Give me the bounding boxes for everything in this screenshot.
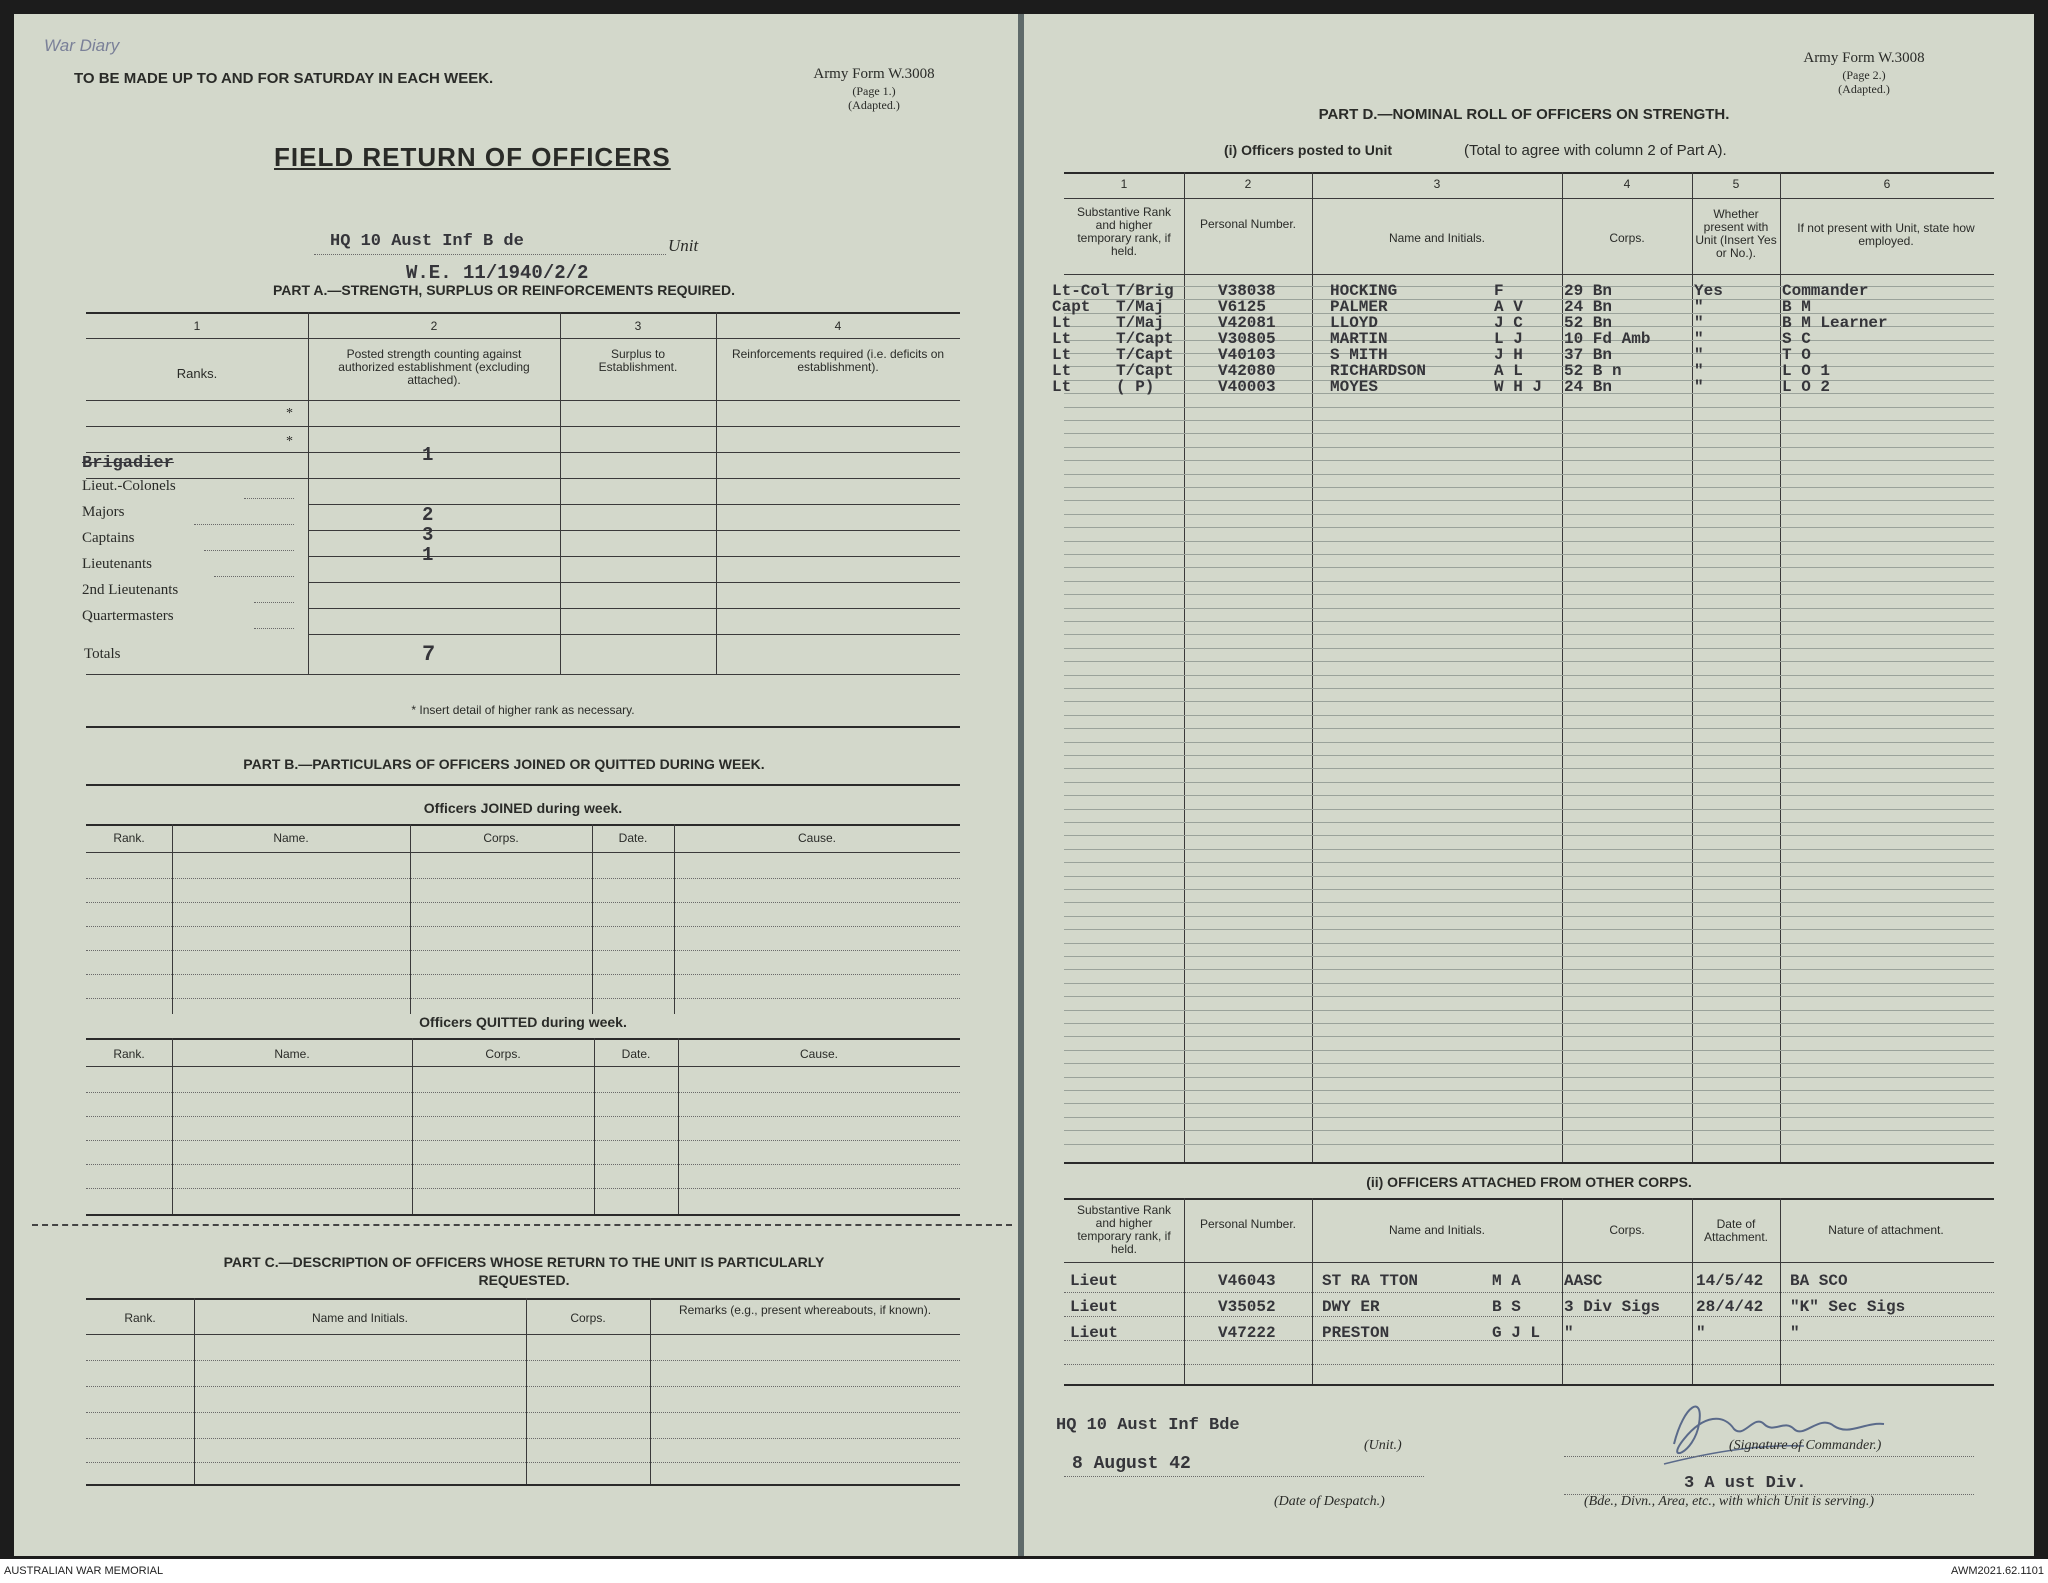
attached-nature: BA SCO [1790,1272,1848,1290]
footer-accession: AWM2021.62.1101 [1951,1565,2044,1577]
ruled-line [1064,487,1994,488]
quitted-col-corps: Corps. [485,1047,521,1061]
ruled-line [1064,474,1994,475]
posted-initials: A V [1494,298,1523,316]
posted-number: V6125 [1218,298,1267,316]
posted-present: Yes [1694,282,1723,300]
posted-temp: T/Capt [1116,330,1174,348]
d-header-employed: If not present with Unit, state how employed. [1797,221,1975,248]
ruled-line [1064,929,1994,930]
part-c-col-remarks: Remarks (e.g., present whereabouts, if known). [678,1303,932,1317]
posted-employed: Commander [1782,282,1869,300]
posted-name: MARTIN [1330,330,1388,348]
posted-subst: Lt [1052,346,1072,364]
attached-number: V46043 [1218,1272,1276,1290]
form-page: (Page 1.) [852,84,896,98]
attached-rank: Lieut [1070,1298,1119,1316]
d-header-rank: Substantive Rank and higher temporary rank, if held. [1076,205,1172,258]
ruled-line [1064,1023,1994,1024]
attached-rank: Lieut [1070,1272,1119,1290]
attached-corps: 3 Div Sigs [1564,1298,1661,1316]
posted-subst: Lt [1052,362,1072,380]
ruled-line [1064,742,1994,743]
posted-number: V40103 [1218,346,1276,364]
quitted-title: Officers QUITTED during week. [86,1014,960,1030]
ruled-line [1064,1103,1994,1104]
posted-employed: B M [1782,298,1811,316]
posted-present: " [1694,330,1704,348]
ruled-line [1064,809,1994,810]
joined-title: Officers JOINED during week. [423,800,623,816]
joined-col-date: Date. [618,831,648,845]
ruled-line [1064,688,1994,689]
posted-initials: W H J [1494,378,1543,396]
ruled-line [1064,768,1994,769]
posted-present: " [1694,346,1704,364]
attached-date: 28/4/42 [1696,1298,1764,1316]
ruled-line [1064,876,1994,877]
commander-signature [1644,1384,1944,1474]
form-title: FIELD RETURN OF OFFICERS [274,142,671,172]
ruled-line [1064,675,1994,676]
posted-number: V42080 [1218,362,1276,380]
posted-subst: Lt [1052,378,1072,396]
despatch-date-value: 8 August 42 [1072,1454,1191,1474]
ruled-line [1064,581,1994,582]
posted-number: V40003 [1218,378,1276,396]
attached-nature: " [1790,1324,1800,1342]
attached-initials: B S [1492,1298,1521,1316]
part-d-title: PART D.—NOMINAL ROLL OF OFFICERS ON STRENGTH. [1318,106,1730,123]
posted-note: (Total to agree with column 2 of Part A). [1464,142,1727,159]
ruled-line [1064,889,1994,890]
posted-present: " [1694,298,1704,316]
ruled-line [1064,407,1994,408]
handwritten-note: War Diary [44,36,120,55]
quitted-col-rank: Rank. [113,1047,145,1061]
d-colnum-3: 3 [1433,177,1441,191]
d-header-number: Personal Number. [1199,217,1297,231]
ruled-line [1064,500,1994,501]
ruled-line [1064,849,1994,850]
posted-subst: Capt [1052,298,1091,316]
attached-number: V35052 [1218,1298,1276,1316]
formation-label: (Bde., Divn., Area, etc., with which Unit is serving.) [1584,1494,1875,1509]
ruled-line [1064,594,1994,595]
posted-temp: T/Capt [1116,362,1174,380]
posted-name: MOYES [1330,378,1379,396]
attached-name: ST RA TTON [1322,1272,1419,1290]
form-page-2: (Page 2.) [1842,68,1886,82]
attached-initials: G J L [1492,1324,1541,1342]
attached-date: 14/5/42 [1696,1272,1764,1290]
posted-temp: ( P) [1116,378,1155,396]
ruled-line [1064,1036,1994,1037]
posted-initials: J C [1494,314,1523,332]
ruled-line [1064,1063,1994,1064]
posted-temp: T/Brig [1116,282,1174,300]
posted-present: " [1694,314,1704,332]
attached-corps: " [1564,1324,1574,1342]
rank-lieutenants: Lieutenants [82,556,152,572]
ruled-line [1064,822,1994,823]
posted-name: S MITH [1330,346,1388,364]
posted-temp: T/Maj [1116,298,1165,316]
part-a-colnum-4: 4 [834,319,842,333]
d-colnum-4: 4 [1623,177,1631,191]
posted-subst: Lt [1052,314,1072,332]
despatch-date-label: (Date of Despatch.) [1274,1494,1385,1509]
strength-brigadier: 1 [422,444,434,466]
part-a-header-ranks: Ranks. [176,366,218,381]
form-id-2: Army Form W.3008 [1803,50,1925,66]
joined-col-name: Name. [273,831,309,845]
joined-col-corps: Corps. [483,831,519,845]
d-header-present: Whether present with Unit (Insert Yes or No.). [1695,207,1777,260]
posted-initials: A L [1494,362,1523,380]
part-b-title: PART B.—PARTICULARS OF OFFICERS JOINED OR QUITTED DURING WEEK. [243,756,765,772]
attached-date: " [1696,1324,1706,1342]
att-header-name: Name and Initials. [1388,1223,1486,1237]
posted-corps: 37 Bn [1564,346,1613,364]
att-header-nature: Nature of attachment. [1828,1223,1944,1237]
ruled-line [1064,634,1994,635]
part-a-header-surplus: Surplus to Establishment. [598,347,678,374]
d-colnum-6: 6 [1883,177,1891,191]
ruled-line [1064,661,1994,662]
posted-corps: 24 Bn [1564,378,1613,396]
rank-lt-colonels: Lieut.-Colonels [82,478,176,494]
rank-2nd-lieutenants: 2nd Lieutenants [82,582,179,598]
attached-rank: Lieut [1070,1324,1119,1342]
ruled-line [1064,1117,1994,1118]
joined-col-cause: Cause. [797,831,837,845]
form-id: Army Form W.3008 [813,66,935,82]
ruled-line [1064,433,1994,434]
attached-name: DWY ER [1322,1298,1380,1316]
posted-name: HOCKING [1330,282,1398,300]
posted-employed: B M Learner [1782,314,1888,332]
ruled-line [1064,956,1994,957]
posted-subst: Lt-Col [1052,282,1110,300]
archive-footer [0,1559,2048,1583]
attached-title: (ii) OFFICERS ATTACHED FROM OTHER CORPS. [1366,1174,1692,1190]
rank-brigadier: Brigadier [82,454,174,473]
posted-initials: F [1494,282,1504,300]
attached-name: PRESTON [1322,1324,1390,1342]
posted-name: RICHARDSON [1330,362,1427,380]
part-a-colnum-2: 2 [430,319,438,333]
footer-institution: AUSTRALIAN WAR MEMORIAL [4,1565,164,1577]
ruled-line [1064,1130,1994,1131]
footer-unit-label: (Unit.) [1364,1438,1402,1453]
ruled-line [1064,1090,1994,1091]
ruled-line [1064,943,1994,944]
strength-captains: 3 [422,524,434,546]
attached-nature: "K" Sec Sigs [1790,1298,1906,1316]
posted-employed: S C [1782,330,1811,348]
row-mark-1: * [286,406,293,421]
posted-corps: 29 Bn [1564,282,1613,300]
quitted-col-name: Name. [274,1047,310,1061]
right-page [1024,14,2034,1556]
part-a-title: PART A.—STRENGTH, SURPLUS OR REINFORCEMENTS REQUIRED. [272,282,736,298]
ruled-line [1064,514,1994,515]
ruled-line [1064,447,1994,448]
ruled-line [1064,420,1994,421]
posted-number: V38038 [1218,282,1276,300]
totals-label: Totals [84,646,121,662]
ruled-line [1064,969,1994,970]
part-c-title-line1: PART C.—DESCRIPTION OF OFFICERS WHOSE RETURN TO THE UNIT IS PARTICULARLY [223,1254,825,1270]
posted-present: " [1694,362,1704,380]
part-c-col-rank: Rank. [124,1311,156,1325]
d-colnum-5: 5 [1732,177,1740,191]
posted-number: V42081 [1218,314,1276,332]
posted-corps: 52 Bn [1564,314,1613,332]
form-adapted: (Adapted.) [848,98,900,112]
quitted-col-cause: Cause. [799,1047,839,1061]
posted-corps: 24 Bn [1564,298,1613,316]
left-page [14,14,1018,1556]
ruled-line [1064,567,1994,568]
posted-number: V30805 [1218,330,1276,348]
ruled-line [1064,648,1994,649]
joined-col-rank: Rank. [113,831,145,845]
ruled-line [1064,621,1994,622]
ruled-line [1064,1144,1994,1145]
signature-label: (Signature of Commander.) [1729,1438,1882,1453]
posted-initials: L J [1494,330,1523,348]
ruled-line [1064,527,1994,528]
att-header-number: Personal Number. [1199,1217,1297,1231]
unit-label: Unit [668,236,699,255]
posted-name: LLOYD [1330,314,1379,332]
strength-majors: 2 [422,504,434,526]
posted-name: PALMER [1330,298,1388,316]
ruled-line [1064,1077,1994,1078]
unit-value: HQ 10 Aust Inf B de [330,232,524,251]
attached-initials: M A [1492,1272,1521,1290]
ruled-line [1064,862,1994,863]
ruled-line [1064,835,1994,836]
posted-corps: 52 B n [1564,362,1622,380]
posted-employed: L O 1 [1782,362,1831,380]
part-a-colnum-3: 3 [634,319,642,333]
ruled-line [1064,755,1994,756]
footer-unit-value: HQ 10 Aust Inf Bde [1056,1416,1240,1435]
posted-temp: T/Capt [1116,346,1174,364]
row-mark-2: * [286,434,293,449]
att-header-rank: Substantive Rank and higher temporary rank, if held. [1076,1203,1172,1256]
posted-corps: 10 Fd Amb [1564,330,1651,348]
posted-label: (i) Officers posted to Unit [1224,142,1392,158]
posted-subst: Lt [1052,330,1072,348]
strength-lieutenants: 1 [422,544,434,566]
d-header-corps: Corps. [1609,231,1645,245]
totals-value: 7 [422,642,436,667]
part-a-footnote: * Insert detail of higher rank as necessary. [411,703,635,717]
part-a-header-reinforcements: Reinforcements required (i.e. deficits on establishment). [731,347,945,374]
formation-value: 3 A ust Div. [1684,1474,1807,1493]
ruled-line [1064,1050,1994,1051]
quitted-col-date: Date. [621,1047,651,1061]
d-header-name: Name and Initials. [1388,231,1486,245]
top-instruction: TO BE MADE UP TO AND FOR SATURDAY IN EACH WEEK. [74,70,494,87]
rank-majors: Majors [82,504,125,520]
ruled-line [1064,728,1994,729]
d-colnum-2: 2 [1244,177,1252,191]
ruled-line [1064,1010,1994,1011]
ruled-line [1064,460,1994,461]
rank-quartermasters: Quartermasters [82,608,174,624]
ruled-line [1064,701,1994,702]
attached-number: V47222 [1218,1324,1276,1342]
posted-employed: L O 2 [1782,378,1831,396]
ruled-line [1064,983,1994,984]
attached-corps: AASC [1564,1272,1603,1290]
unit-dotted-line [314,254,666,255]
ruled-line [1064,795,1994,796]
rank-captains: Captains [82,530,135,546]
part-a-colnum-1: 1 [193,319,201,333]
posted-temp: T/Maj [1116,314,1165,332]
form-adapted-2: (Adapted.) [1838,82,1890,96]
ruled-line [1064,554,1994,555]
ruled-line [1064,715,1994,716]
posted-initials: J H [1494,346,1523,364]
part-c-col-corps: Corps. [570,1311,606,1325]
ruled-line [1064,916,1994,917]
ruled-line [1064,996,1994,997]
posted-employed: T O [1782,346,1811,364]
ruled-line [1064,541,1994,542]
att-header-date: Date of Attachment. [1703,1217,1769,1244]
posted-present: " [1694,378,1704,396]
part-a-header-posted: Posted strength counting against authorized establishment (excluding attached). [338,347,530,387]
ruled-line [1064,782,1994,783]
ruled-line [1064,608,1994,609]
we-value: W.E. 11/1940/2/2 [406,262,589,284]
att-header-corps: Corps. [1609,1223,1645,1237]
ruled-line [1064,902,1994,903]
part-c-title-line2: REQUESTED. [478,1272,570,1288]
part-c-col-name: Name and Initials. [311,1311,409,1325]
d-colnum-1: 1 [1120,177,1128,191]
